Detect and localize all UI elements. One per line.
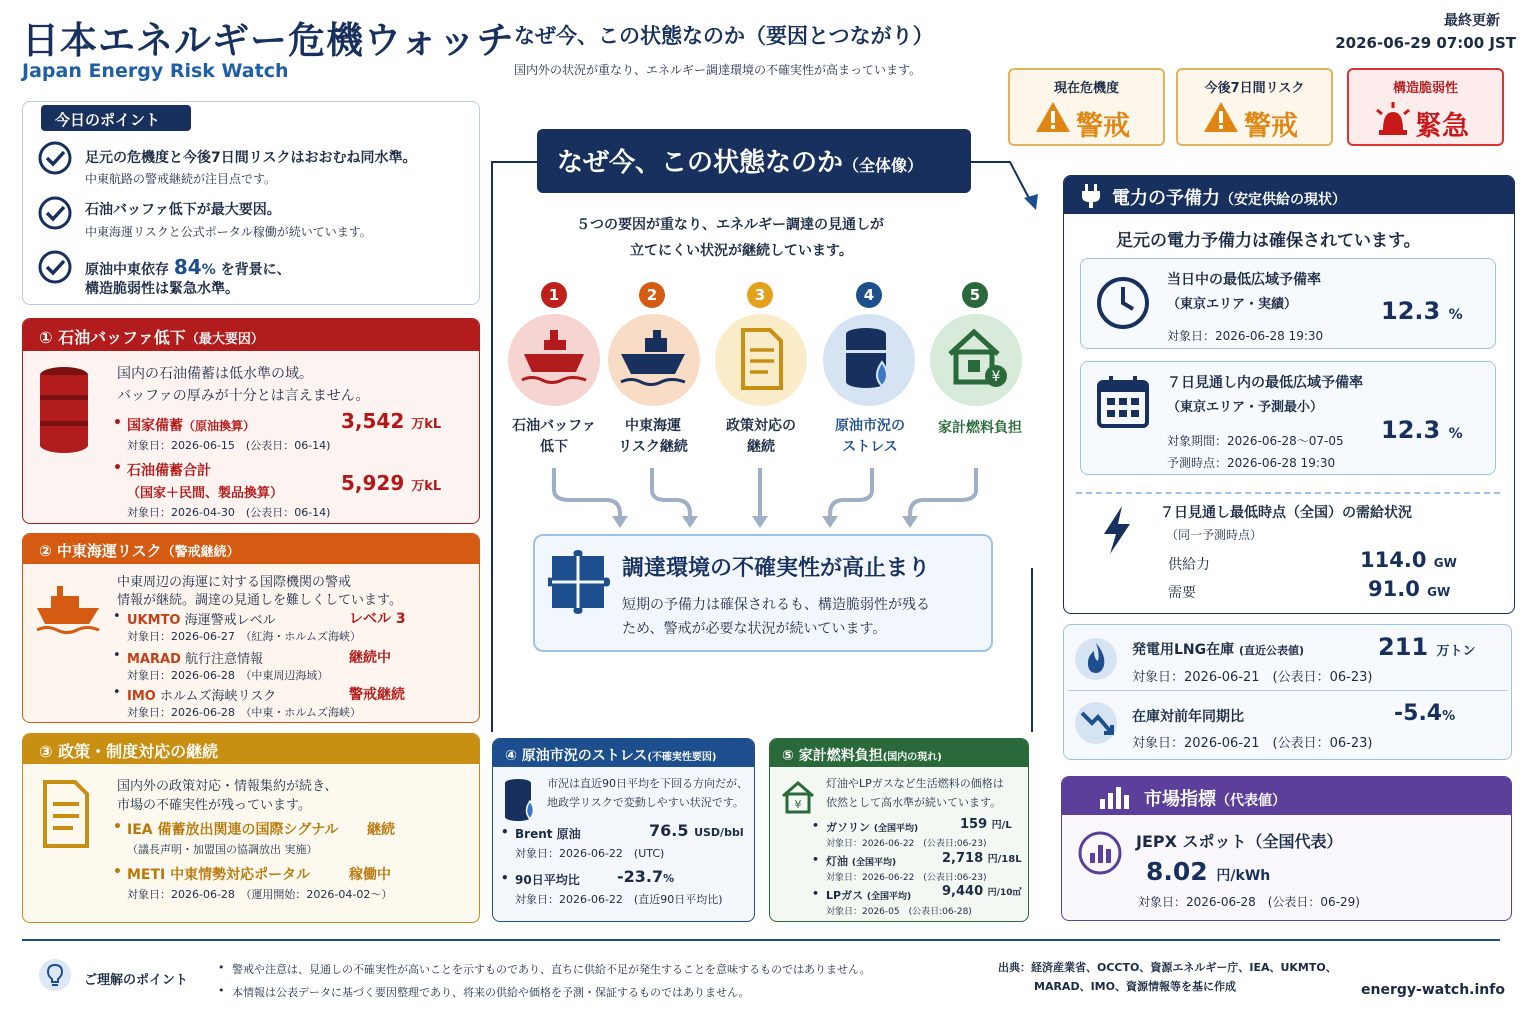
crude-panel	[492, 738, 755, 922]
policy-desc-2: 市場の不確実性が残っています。	[117, 798, 311, 813]
oil-total-label: • 石油備蓄合計	[127, 460, 211, 480]
household-panel	[769, 738, 1029, 922]
house-icon	[780, 779, 816, 815]
ukmto-row: • UKMTO 海運警戒レベル	[127, 609, 276, 628]
supply-sub: （同一予測時点）	[1166, 528, 1263, 542]
page-subtitle: Japan Energy Risk Watch	[22, 60, 289, 82]
lng-yoy-date: 対象日：2026-06-21 (公表日：06-23)	[1132, 736, 1373, 751]
jepx-value: 8.02 円/kWh	[1146, 857, 1271, 886]
oil-drum-drop-icon	[503, 777, 539, 823]
document-icon	[41, 780, 91, 848]
kerosene-value: 2,718 円/18L	[942, 851, 1022, 866]
brent-label: • Brent 原油	[515, 825, 581, 842]
svg-text:¥: ¥	[991, 369, 1001, 385]
ship-icon	[35, 578, 101, 634]
footer-site-link[interactable]: energy-watch.info	[1361, 982, 1505, 998]
market-header: 市場指標（代表値）	[1062, 777, 1511, 815]
oil-panel	[22, 318, 480, 524]
alarm-light-icon	[1373, 100, 1413, 136]
cargo-ship-icon	[617, 326, 689, 390]
lpg-label: • LPガス (全国平均)	[826, 887, 911, 903]
crude-header: ④ 原油市況のストレス(不確実性要因)	[493, 739, 754, 767]
market-panel	[1061, 776, 1512, 921]
reserve-today-title: 当日中の最低広域予備率	[1167, 272, 1321, 288]
plug-icon	[1080, 184, 1102, 208]
oil-header: ① 石油バッファ低下（最大要因）	[23, 319, 479, 351]
avg90-value: -23.7%	[617, 867, 675, 886]
check-circle-icon	[37, 195, 73, 231]
demand-label: 需要	[1168, 585, 1196, 601]
footer-source-1: 出典：経済産業省、OCCTO、資源エネルギー庁、IEA、UKMTO、	[998, 961, 1337, 974]
reserve-7day-forecast: 予測時点：2026-06-28 19:30	[1167, 456, 1336, 470]
document-icon	[740, 328, 784, 390]
status-value: 警戒	[1076, 111, 1130, 142]
crude-desc-2: 地政学リスクで変動しやすい状況です。	[547, 796, 744, 809]
point-3-line2: 構造脆弱性は緊急水準。	[85, 281, 239, 297]
avg90-date: 対象日：2026-06-22 (直近90日平均比)	[515, 893, 723, 906]
factor-3-label: 政策対応の 継続	[726, 418, 796, 455]
lightbulb-icon	[38, 958, 72, 992]
reserve-7day-value: 12.3 %	[1381, 416, 1463, 444]
clock-icon	[1095, 275, 1151, 331]
supply-title: ７日見通し最低時点（全国）の需給状況	[1160, 505, 1412, 521]
reserve-7day-period: 対象期間：2026-06-28～07-05	[1167, 434, 1344, 448]
oil-national-value: 3,542 万kL	[341, 409, 442, 433]
avg90-label: • 90日平均比	[515, 871, 580, 888]
point-1-line2: 中東航路の警戒継続が注目点です。	[85, 172, 277, 186]
supply-value: 114.0 GW	[1360, 548, 1457, 572]
lng-date: 対象日：2026-06-21 (公表日：06-23)	[1132, 670, 1373, 685]
reserve-today-value: 12.3 %	[1381, 297, 1463, 325]
marad-date: 対象日：2026-06-28 （中東周辺海域）	[127, 669, 329, 682]
shipping-desc-1: 中東周辺の海運に対する国際機関の警戒	[117, 575, 352, 590]
lng-value: 211 万トン	[1378, 633, 1476, 661]
why-heading: なぜ今、この状態なのか（要因とつながり）	[514, 24, 934, 48]
household-desc-2: 依然として高水準が続いています。	[826, 796, 1002, 809]
power-header: 電力の予備力（安定供給の現状）	[1064, 176, 1514, 214]
factor-1-number: 1	[541, 282, 567, 308]
center-lead-1: ５つの要因が重なり、エネルギー調達の見通しが	[576, 217, 884, 233]
meti-note: 対象日：2026-06-28 （運用開始：2026-04-02～）	[127, 888, 393, 901]
lng-panel	[1063, 624, 1512, 760]
reserve-today-card	[1080, 258, 1496, 349]
household-desc-1: 灯油やLPガスなど生活燃料の価格は	[826, 777, 1004, 790]
factor-1-label: 石油バッファ 低下	[512, 418, 596, 455]
shipping-desc-2: 情報が継続。調達の見通しを難しくしています。	[117, 593, 402, 608]
oil-desc-2: バッファの厚みが十分とは言えません。	[117, 388, 370, 404]
trend-down-icon	[1074, 701, 1118, 745]
factor-3-number: 3	[747, 282, 773, 308]
reserve-7day-card	[1080, 361, 1496, 475]
calendar-icon	[1095, 374, 1151, 430]
gasoline-date: 対象日：2026-06-22 (公表日:06-23)	[826, 839, 987, 849]
divider	[1068, 690, 1508, 691]
result-title: 調達環境の不確実性が高止まり	[622, 556, 931, 581]
status-label: 構造脆弱性	[1392, 81, 1458, 96]
footer-divider	[22, 939, 1500, 941]
demand-value: 91.0 GW	[1368, 577, 1451, 601]
footer-note-1: • 警戒や注意は、見通しの不確実性が高いことを示すものであり、直ちに供給不足が発生することを意味するものではありません。	[232, 961, 871, 977]
factor-2-number: 2	[639, 282, 665, 308]
updated-time: 2026-06-29 07:00 JST	[1335, 34, 1516, 52]
policy-header: ③ 政策・制度対応の継続	[23, 734, 479, 764]
supply-label: 供給力	[1168, 557, 1210, 573]
flame-icon	[1074, 637, 1118, 681]
ukmto-date: 対象日：2026-06-27 （紅海・ホルムズ海峡）	[127, 630, 361, 643]
footer-note-2: • 本情報は公表データに基づく要因整理であり、将来の供給や価格を予測・保証するものではありません。	[232, 984, 750, 1000]
lng-yoy-value: -5.4%	[1394, 701, 1456, 726]
footer-source-2: MARAD、IMO、資源情報等を基に作成	[1034, 980, 1236, 993]
kerosene-label: • 灯油 (全国平均)	[826, 853, 896, 869]
status-structural	[1347, 68, 1504, 146]
divider	[1076, 492, 1500, 494]
shipping-panel	[22, 533, 480, 723]
jepx-label: JEPX スポット（全国代表）	[1136, 832, 1343, 851]
check-circle-icon	[37, 140, 73, 176]
household-header: ⑤ 家計燃料負担(国内の現れ)	[770, 739, 1028, 767]
reserve-today-sub: （東京エリア・実績）	[1167, 297, 1298, 312]
factor-5-number: 5	[962, 282, 988, 308]
factor-4-number: 4	[856, 282, 882, 308]
reserve-7day-sub: （東京エリア・予測最小）	[1167, 400, 1324, 415]
oil-desc-1: 国内の石油備蓄は低水準の域。	[117, 366, 313, 382]
policy-desc-1: 国内外の政策対応・情報集約が続き、	[117, 779, 338, 794]
status-value: 緊急	[1415, 111, 1469, 142]
oil-barrel-icon	[37, 365, 91, 455]
points-title: 今日のポイント	[41, 105, 191, 131]
house-yen-icon	[944, 326, 1010, 390]
updated-label: 最終更新	[1444, 13, 1500, 29]
lng-title: 発電用LNG在庫 (直近公表値)	[1132, 642, 1305, 658]
factor-5-label: 家計燃料負担	[938, 420, 1022, 436]
center-lead-2: 立てにくい状況が継続しています。	[630, 243, 853, 259]
oil-national-date: 対象日：2026-06-15 (公表日：06-14)	[127, 439, 331, 452]
kerosene-date: 対象日：2026-06-22 (公表日:06-23)	[826, 873, 987, 883]
oil-total-value: 5,929 万kL	[341, 471, 442, 495]
status-label: 現在危機度	[1053, 81, 1119, 96]
check-circle-icon	[37, 249, 73, 285]
point-2-line2: 中東海運リスクと公式ポータル稼働が続いています。	[85, 225, 372, 239]
point-2-line1: 石油バッファ低下が最大要因。	[85, 202, 281, 218]
oil-drum-drop-icon	[842, 326, 898, 392]
iea-note: （議長声明・加盟国の協調放出 実施）	[127, 843, 318, 856]
status-label: 今後7日間リスク	[1204, 81, 1305, 96]
meti-value: 稼働中	[349, 867, 391, 883]
imo-date: 対象日：2026-06-28 （中東・ホルムズ海峡）	[127, 706, 361, 719]
reserve-today-date: 対象日：2026-06-28 19:30	[1167, 329, 1324, 343]
iea-label: • IEA 備蓄放出関連の国際シグナル	[127, 819, 339, 839]
warning-icon	[1202, 100, 1240, 134]
page-title: 日本エネルギー危機ウォッチ	[22, 19, 515, 62]
center-title: なぜ今、この状態なのか（全体像）	[557, 148, 924, 178]
oil-national-label: • 国家備蓄（原油換算）	[127, 415, 255, 435]
ukmto-value: レベル 3	[349, 611, 406, 627]
oil-total-date: 対象日：2026-04-30 (公表日：06-14)	[127, 506, 331, 519]
imo-value: 警戒継続	[349, 687, 405, 703]
factor-2-label: 中東海運 リスク継続	[618, 418, 688, 455]
why-subheading: 国内外の状況が重なり、エネルギー調達環境の不確実性が高まっています。	[514, 63, 922, 77]
reserve-7day-title: ７日見通し内の最低広域予備率	[1167, 375, 1363, 391]
footer-label: ご理解のポイント	[84, 973, 189, 988]
iea-value: 継続	[367, 822, 395, 838]
tanker-ship-icon	[518, 326, 590, 390]
oil-total-note: （国家＋民間、製品換算）	[127, 486, 284, 501]
status-7day	[1176, 68, 1333, 146]
convergence-arrows	[540, 466, 990, 530]
status-value: 警戒	[1244, 111, 1298, 142]
imo-row: • IMO ホルムズ海峡リスク	[127, 685, 276, 704]
lpg-date: 対象日：2026-05 (公表日:06-28)	[826, 907, 972, 917]
factor-4-label: 原油市況の ストレス	[835, 418, 905, 455]
result-line-1: 短期の予備力は確保されるも、構造脆弱性が残る	[622, 597, 930, 613]
jepx-date: 対象日：2026-06-28 (公表日：06-29)	[1138, 895, 1360, 909]
policy-panel	[22, 733, 480, 923]
brent-value: 76.5 USD/bbl	[649, 821, 744, 840]
gasoline-value: 159 円/L	[960, 817, 1012, 832]
puzzle-icon	[548, 550, 610, 614]
meti-label: • METI 中東情勢対応ポータル	[127, 864, 310, 884]
brent-date: 対象日：2026-06-22 (UTC)	[515, 847, 665, 860]
power-lead: 足元の電力予備力は確保されています。	[1116, 231, 1421, 251]
marad-row: • MARAD 航行注意情報	[127, 648, 263, 667]
svg-text:¥: ¥	[794, 798, 802, 811]
point-1-line1: 足元の危機度と今後7日間リスクはおおむね同水準。	[85, 150, 417, 166]
lpg-value: 9,440 円/10㎥	[942, 884, 1022, 899]
gasoline-label: • ガソリン (全国平均)	[826, 819, 918, 835]
shipping-header: ② 中東海運リスク（警戒継続）	[23, 534, 479, 564]
lng-yoy-title: 在庫対前年同期比	[1132, 709, 1244, 725]
points-panel	[22, 101, 480, 305]
bar-chart-icon	[1078, 831, 1122, 875]
marad-value: 継続中	[349, 650, 391, 666]
bar-chart-icon	[1098, 787, 1132, 809]
point-3-line1: 原油中東依存 84% を背景に、	[85, 255, 291, 279]
crude-desc-1: 市況は直近90日平均を下回る方向だが、	[547, 777, 748, 790]
result-line-2: ため、警戒が必要な状況が続いています。	[622, 621, 887, 637]
lightning-icon	[1100, 506, 1134, 554]
